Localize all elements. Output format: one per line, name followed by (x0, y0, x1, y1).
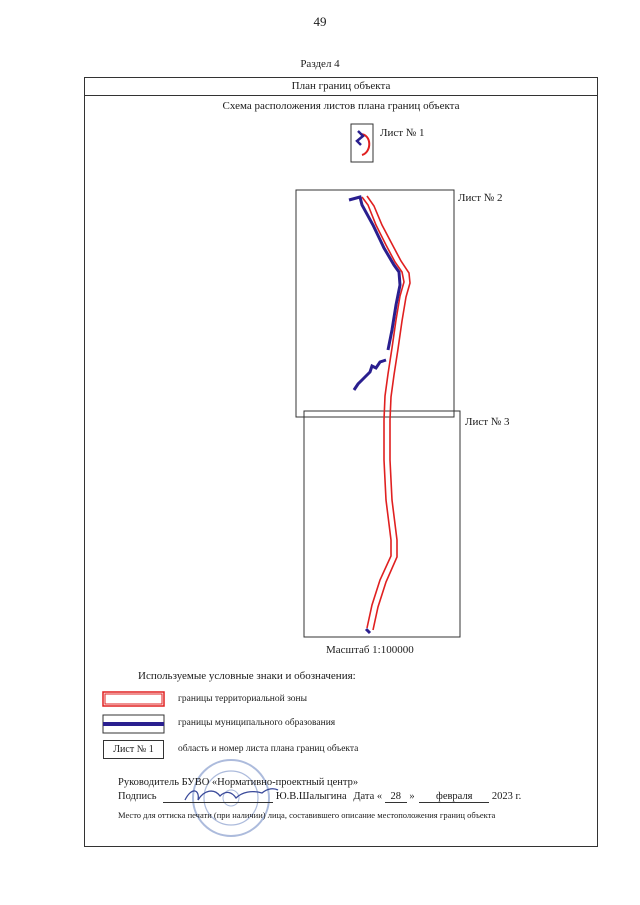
signer-name: Ю.В.Шалыгина (275, 791, 347, 802)
date-year: 2023 г. (491, 791, 522, 802)
signature-head-line: Руководитель БУВО «Нормативно-проектный центр» (118, 777, 359, 788)
page-number: 49 (313, 14, 327, 29)
sheet-1-municipal-boundary (357, 131, 363, 145)
legend-heading: Используемые условные знаки и обозначения: (138, 670, 356, 682)
legend-zone-text: границы территориальной зоны (178, 694, 308, 704)
scale-label: Масштаб 1:100000 (326, 644, 414, 656)
municipal-boundary-branch (354, 360, 386, 390)
municipal-boundary-end (366, 629, 370, 633)
date-day-close: » (409, 791, 415, 802)
sheet-3-label: Лист № 3 (465, 416, 510, 428)
sheet-2-label: Лист № 2 (458, 192, 503, 204)
sheet-1-label: Лист № 1 (380, 127, 425, 139)
zone-boundary-right (367, 196, 410, 630)
signature-row (118, 791, 521, 803)
sign-label: Подпись (118, 791, 157, 802)
zone-boundary-left (362, 197, 404, 628)
date-day: 28 (385, 791, 407, 803)
legend-zone-sample-inner (105, 694, 162, 704)
stamp-place-note: Место для оттиска печати (при наличии) лица, составившего описание местоположения границ объекта (118, 810, 496, 820)
legend-sheet-text: область и номер листа плана границ объекта (178, 744, 359, 754)
sheet-3-area (304, 411, 460, 637)
legend-sheet-box: Лист № 1 (103, 740, 164, 759)
section-label: Раздел 4 (300, 58, 340, 70)
signature-field (163, 791, 273, 803)
plan-title: План границ объекта (84, 77, 598, 96)
schema-title: Схема расположения листов плана границ объекта (222, 100, 460, 112)
legend-municipal-text: границы муниципального образования (178, 718, 336, 728)
date-month: февраля (419, 791, 489, 803)
date-label: Дата « (353, 791, 383, 802)
